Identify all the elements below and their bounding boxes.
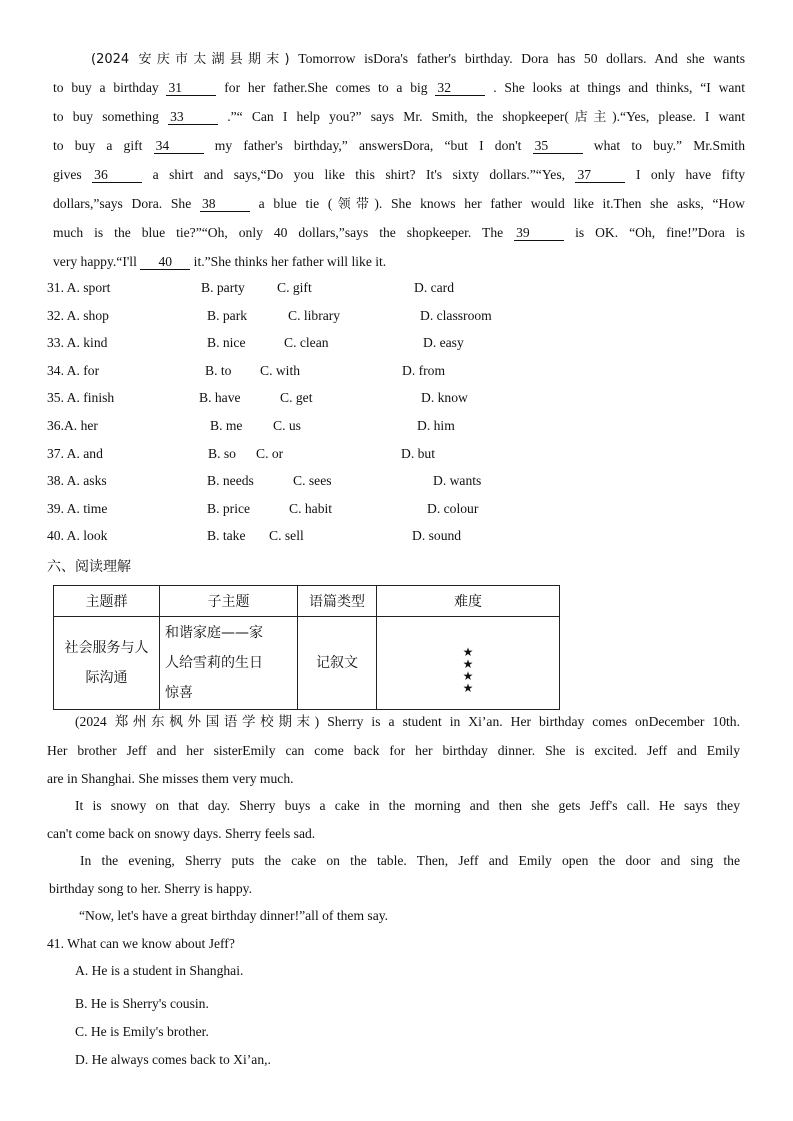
blank-39[interactable]: 39 [514,226,564,241]
table-header-cell: 主题群 [54,586,160,617]
cloze-line-6: dollars,”says Dora. She 38 a blue tie (领带). She knows her father would like it.Then she asks, “How [53,196,745,212]
table-row [54,617,560,710]
choice-c[interactable]: C. He is Emily's brother. [75,1024,209,1039]
blank-37[interactable]: 37 [575,168,625,183]
reading-line: “Now, let's have a great birthday dinner!”all of them say. [79,908,389,923]
question-stem: 41. What can we know about Jeff? [47,936,235,951]
cloze-line-4: to buy a gift 34 my father's birthday,” answersDora, “but I don't 35 what to buy.” Mr.Smith [53,138,745,153]
star-icon: ★ [462,681,474,695]
blank-40[interactable]: 40 [140,255,190,270]
choice-b[interactable]: B. He is Sherry's cousin. [75,996,209,1011]
star-icon: ★ [462,645,474,659]
difficulty-stars [377,632,559,694]
blank-32[interactable]: 32 [435,81,485,96]
passage-info-table [53,585,560,710]
choice-a[interactable]: A. He is a student in Shanghai. [75,963,244,978]
cloze-line-3: to buy something 33 .”“ Can I help you?” says Mr. Smith, the shopkeeper(店主).“Yes, please. I want [53,109,746,125]
reading-line: can't come back on snowy days. Sherry feels sad. [47,826,316,841]
section-title: 六、阅读理解 [47,559,131,575]
subtopic-cell: 和谐家庭——家 人给雪莉的生日 惊喜 [160,617,298,710]
blank-38[interactable]: 38 [200,197,250,212]
blank-31[interactable]: 31 [166,81,216,96]
cloze-line-5: gives 36 a shirt and says,“Do you like this shirt? It's sixty dollars.”“Yes, 37 I only have fifty [53,167,746,182]
table-header-row [54,586,560,617]
reading-line: birthday song to her. Sherry is happy. [49,881,252,896]
reading-line: It is snowy on that day. Sherry buys a cake in the morning and then she gets Jeff's call. He says they [75,798,740,813]
document-page: (2024 安庆市太湖县期末) Tomorrow isDora's father's birthday. Dora has 50 dollars. And she wants to buy a birthday 31 for her father.She comes to a big 32 . She looks at things and thinks, “I want to buy something 33 .”“ Can I help you?” says Mr. Smith, the shopkeeper(店主).“Yes, please. I want to buy a gift 34 my father's birthday,” answersDora, “but I don't 35 what to buy.” Mr.Smith gives 36 a shirt and says,“Do you like this shirt? It's sixty dollars.”“Yes, 37 I only have fifty dollars,”says Dora. She 38 a blue tie (领带). She knows her father would like it.Then she asks, “How much is the blue tie?”“Oh, only 40 dollars,”says the shopkeeper. The 39 is OK. “Oh, fine!”Dora is very happy.“I'll 40 it.”She thinks her father will like it. 31. A. sport B. party C. gift D. card 32. A. shop B. park C. library D. classroom 33. A. kind B. nice C. clean D. easy 34. A. for B. to C. with D. from 35. A. finish B. have C. get D. know 36.A. her B. me C. us D. him 37. A. and B. so C. or D. but 38. A. asks B. needs C. sees D. wants 39. A. time B. price C. habit D. colour 40. A. look B. take C. sell D. sound 六、阅读理解 主题群 子主题 语篇类型 难度 社会服务与人 际沟通 和谐家庭——家 人给雪莉的生日 惊喜 记叙文 ★ ★ ★ ★ (2024 郑州东枫外国语学校期末) Sherry is a student in Xi’an. Her birthday comes onDecember 10th. Her brother Jeff and her sisterEmily can come back for her birthday dinner. She is excited. Jeff and Emily are in Shanghai. She misses them very much. It is snowy on that day. Sherry buys a cake in the morning and then she gets Jeff's call. He says they can't come back on snowy days. Sherry feels sad. In the evening, Sherry puts the cake on the table. Then, Jeff and Emily open the door and sing the birthday song to her. Sherry is happy. “Now, let's have a great birthday dinner!”all of them say. 41. What can we know about Jeff? A. He is a student in Shanghai. B. He is Sherry's cousin. C. He is Emily's brother. D. He always comes back to Xi’an,. [47,51,746,1067]
cloze-line-7: much is the blue tie?”“Oh, only 40 dollars,”says the shopkeeper. The 39 is OK. “Oh, fine!”Dora is [53,225,745,240]
reading-line: (2024 郑州东枫外国语学校期末) Sherry is a student in Xi’an. Her birthday comes onDecember 10th. [75,714,740,729]
genre-cell: 记叙文 [298,617,377,710]
theme-group-cell: 社会服务与人 际沟通 [54,617,160,710]
blank-34[interactable]: 34 [154,139,204,154]
difficulty-cell [377,617,560,710]
blank-36[interactable]: 36 [92,168,142,183]
reading-line: Her brother Jeff and her sisterEmily can come back for her birthday dinner. She is excited. Jeff and Emily [47,743,740,758]
table-header-cell: 难度 [377,586,560,617]
table-header-cell: 子主题 [160,586,298,617]
blank-35[interactable]: 35 [533,139,583,154]
reading-line: In the evening, Sherry puts the cake on the table. Then, Jeff and Emily open the door and sing the [80,853,740,868]
star-icon: ★ [462,657,474,671]
reading-line: are in Shanghai. She misses them very much. [47,771,294,786]
blank-33[interactable]: 33 [168,110,218,125]
cloze-line-8: very happy.“I'll 40 it.”She thinks her father will like it. [53,254,387,269]
star-icon: ★ [462,669,474,683]
source-label: (2024 安庆市太湖县期末) [91,52,290,67]
choice-d[interactable]: D. He always comes back to Xi’an,. [75,1052,271,1067]
cloze-line-2: to buy a birthday 31 for her father.She comes to a big 32 . She looks at things and thinks, “I want [53,80,746,95]
cloze-line-1: (2024 安庆市太湖县期末) Tomorrow isDora's father's birthday. Dora has 50 dollars. And she wants [91,51,745,67]
table-header-cell: 语篇类型 [298,586,377,617]
